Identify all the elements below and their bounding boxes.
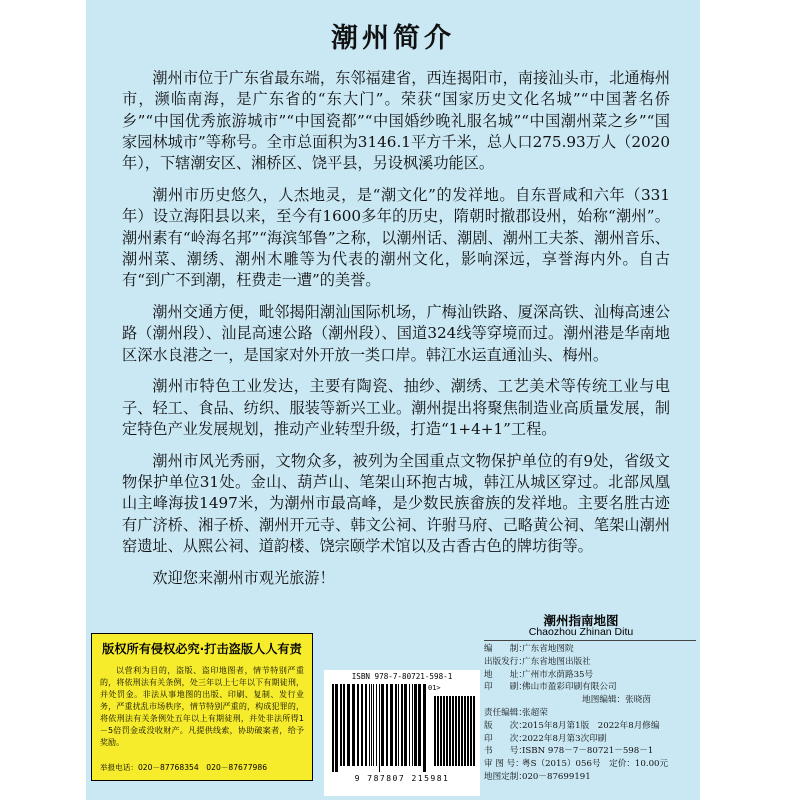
colophon-label: 书 号： [484, 746, 527, 757]
colophon-row [484, 745, 696, 758]
isbn-digits: 9 787807 215981 [354, 774, 450, 783]
colophon-label: 审 图 号： [484, 759, 524, 770]
colophon-label: 地图定制： [484, 771, 527, 782]
warning-body: 以营利为目的，盗版、盗印地图者，情节特别严重的，将依刑法有关条例，处三年以上七年以下有期徒刑，并处罚金。非法从事地图的出版、印刷、复制、发行业务，严重扰乱市场秩序，情节特别严重的，构成犯罪的，将依刑法有关条例处五年以上有期徒刑，并处非法所得1－5倍罚金或没收财产。凡提供线索，协助破案者，给予奖励。 [100, 666, 304, 747]
isbn-barcode [324, 670, 480, 796]
map-subtitle: Chaozhou Zhinan Ditu [528, 626, 634, 638]
back-cover [86, 0, 700, 800]
divider [484, 640, 696, 641]
paragraph-transport: 潮州交通方便，毗邻揭阳潮汕国际机场，广梅汕铁路、厦深高铁、汕梅高速公路（潮州段）、汕昆高速公路（潮州段）、国道324线等穿境而过。潮州港是华南地区深水良港之一，是国家对外开放一类口岸。韩江水运直通汕头、梅州。 [122, 302, 670, 364]
colophon-value: 广州市水荫路35号 [522, 669, 594, 680]
colophon-label: 地 址： [484, 669, 527, 680]
colophon-label: 版 次： [484, 720, 527, 731]
colophon-value: 020－87699191 [522, 771, 591, 782]
colophon-label: 出版发行： [484, 656, 527, 667]
intro-text [122, 68, 670, 589]
barcode-icon [324, 684, 480, 774]
paragraph-scenery: 潮州市风光秀丽，文物众多，被列为全国重点文物保护单位的有9处，省级文物保护单位31处。金山、葫芦山、笔架山环抱古城，韩江从城区穿过。北部凤凰山主峰海拔1497米，为潮州市最高峰，是少数民族畲族的发祥地。主要名胜古迹有广济桥、湘子桥、潮州开元寺、韩文公祠、许驸马府、己略黄公祠、笔架山潮州窑遗址、从熙公祠、道韵楼、饶宗颐学术馆以及古香古色的牌坊街等。 [122, 451, 670, 555]
colophon-value: 张超荣 [522, 707, 548, 718]
paragraph-industry: 潮州市特色工业发达，主要有陶瓷、抽纱、潮绣、工艺美术等传统工业与电子、轻工、食品、纺织、服装等新兴工业。潮州提出将聚焦制造业高质量发展，制定特色产业发展规划，推动产业转型升级，打造“1+4+1”工程。 [122, 377, 670, 438]
colophon-value: ISBN 978－7－80721－598－1 [522, 746, 654, 757]
welcome-line: 欢迎您来潮州市观光旅游！ [152, 568, 335, 587]
publication-info [484, 643, 696, 784]
colophon-label: 责任编辑： [484, 707, 527, 718]
paragraph-history: 潮州市历史悠久，人杰地灵，是“潮文化”的发祥地。自东晋咸和六年（331年）设立海阳县以来，至今有1600多年的历史，隋朝时撤郡设州，始称“潮州”。潮州素有“岭海名邦”“海滨邹鲁”之称，以潮州话、潮剧、潮州工夫茶、潮州音乐、潮州菜、潮绣、潮州木雕等为代表的潮州文化，影响深远，享誉海内外。自古有“到广不到潮，枉费走一遭”的美誉。 [122, 185, 670, 290]
isbn-label: ISBN 978-7-80721-598-1 [351, 672, 453, 681]
colophon-row [484, 733, 696, 746]
colophon-row [484, 681, 696, 694]
copyright-warning-box [91, 633, 313, 781]
colophon-row [484, 656, 696, 669]
colophon-value: 广东省地图出版社 [522, 656, 591, 667]
colophon-row [484, 720, 696, 733]
page-title: 潮州简介 [331, 23, 455, 54]
colophon-value: 广东省地图院 [522, 644, 574, 654]
colophon-label: 印 刷： [484, 682, 527, 693]
colophon-row [484, 669, 696, 682]
paragraph-location: 潮州市位于广东省最东端，东邻福建省，西连揭阳市，南接汕头市，北通梅州市，濒临南海，是广东省的“东大门”。荣获“国家历史文化名城”“中国著名侨乡”“中国优秀旅游城市”“中国瓷都”“中国婚纱晚礼服名城”“中国潮州菜之乡”“国家园林城市”等称号。全市总面积为3146.1平方千米，总人口275.93万人（2020年），下辖潮安区、湘桥区、饶平县，另设枫溪功能区。 [122, 69, 670, 173]
colophon-value: 佛山市盈彩印刷有限公司 [522, 682, 617, 693]
colophon-value: 地图编辑：张晓茵 [522, 695, 651, 706]
colophon-row [484, 643, 696, 656]
colophon-row [484, 758, 696, 771]
colophon-label: 编 制： [484, 644, 527, 654]
colophon-value: 2015年8月第1版 2022年8月修编 [522, 720, 660, 731]
colophon-value: 粤S（2015）056号 定价：10.00元 [522, 759, 669, 770]
price-addon-code: 01> [428, 684, 441, 692]
colophon-row [484, 694, 696, 707]
warning-title: 版权所有侵权必究·打击盗版人人有责 [102, 642, 302, 656]
report-phone: 举报电话：020－87768354 020－87677986 [100, 763, 268, 772]
map-title: 潮州指南地图 [543, 613, 619, 628]
colophon-label: 印 次： [484, 733, 527, 744]
colophon-value: 2022年8月第3次印刷 [522, 733, 607, 744]
colophon-row [484, 771, 696, 784]
colophon-row [484, 707, 696, 720]
